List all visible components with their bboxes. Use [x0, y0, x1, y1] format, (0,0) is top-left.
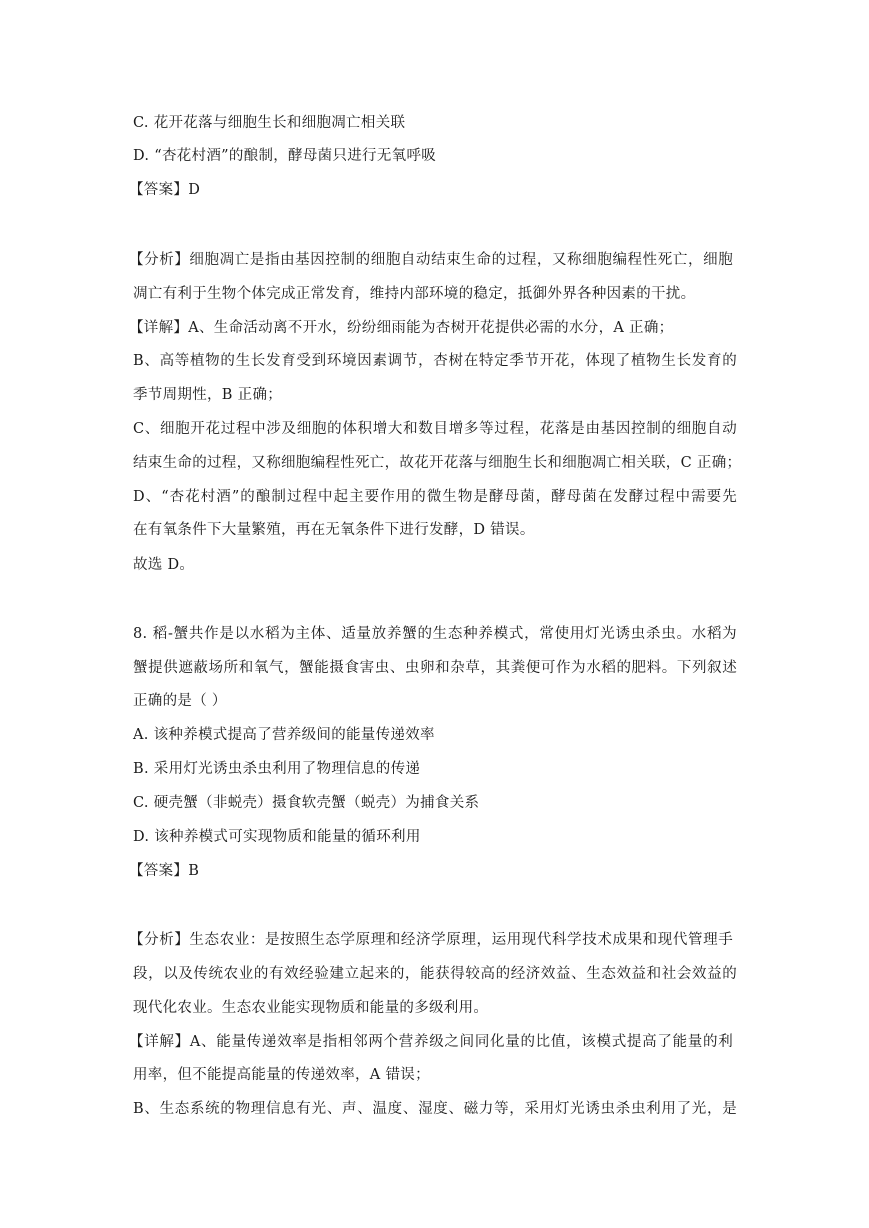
- q8-option-b: B. 采用灯光诱虫杀虫利用了物理信息的传递: [133, 761, 421, 777]
- q7-conclusion: 故选 D。: [133, 557, 195, 573]
- q8-option-c: C. 硬壳蟹（非蜕壳）摄食软壳蟹（蜕壳）为捕食关系: [133, 795, 480, 811]
- q8-answer: 【答案】B: [129, 863, 200, 879]
- q7-detail-line-3: 季节周期性，B 正确；: [133, 387, 283, 403]
- q7-answer: 【答案】D: [129, 182, 201, 198]
- q7-detail-line-7: 在有氧条件下大量繁殖，再在无氧条件下进行发酵，D 错误。: [133, 522, 535, 538]
- q7-detail-line-6: D、“杏花村酒”的酿制过程中起主要作用的微生物是酵母菌，酵母菌在发酵过程中需要先: [133, 489, 737, 505]
- q8-detail-line-3: B、生态系统的物理信息有光、声、温度、湿度、磁力等，采用灯光诱虫杀虫利用了光，是: [133, 1101, 737, 1117]
- q7-option-c: C. 花开花落与细胞生长和细胞凋亡相关联: [133, 115, 406, 131]
- q8-analysis-line-2: 段，以及传统农业的有效经验建立起来的，能获得较高的经济效益、生态效益和社会效益的: [133, 966, 737, 982]
- q8-option-d: D. 该种养模式可实现物质和能量的循环利用: [133, 829, 421, 845]
- q8-analysis-line-3: 现代化农业。生态农业能实现物质和能量的多级利用。: [133, 1000, 489, 1016]
- q7-detail-line-4: C、细胞开花过程中涉及细胞的体积增大和数目增多等过程，花落是由基因控制的细胞自动: [133, 421, 737, 437]
- q7-analysis-line-2: 凋亡有利于生物个体完成正常发育，维持内部环境的稳定，抵御外界各种因素的干扰。: [133, 286, 696, 302]
- q8-detail-line-2: 用率，但不能提高能量的传递效率，A 错误；: [133, 1067, 430, 1083]
- q7-detail-line-1: 【详解】A、生命活动离不开水，纷纷细雨能为杏树开花提供必需的水分，A 正确；: [129, 320, 674, 336]
- q8-option-a: A. 该种养模式提高了营养级间的能量传递效率: [133, 727, 435, 743]
- q7-analysis-line-1: 【分析】细胞凋亡是指由基因控制的细胞自动结束生命的过程，又称细胞编程性死亡，细胞: [129, 252, 733, 268]
- q8-stem-line-1: 8. 稻-蟹共作是以水稻为主体、适量放养蟹的生态种养模式，常使用灯光诱虫杀虫。水稻为: [133, 626, 737, 642]
- q7-detail-line-2: B、高等植物的生长发育受到环境因素调节，杏树在特定季节开花，体现了植物生长发育的: [133, 353, 737, 369]
- q8-stem-line-2: 蟹提供遮蔽场所和氧气，蟹能摄食害虫、虫卵和杂草，其粪便可作为水稻的肥料。下列叙述: [133, 660, 737, 676]
- q7-option-d: D. “杏花村酒”的酿制，酵母菌只进行无氧呼吸: [133, 148, 437, 164]
- q8-stem-line-3: 正确的是（ ）: [133, 693, 227, 709]
- q8-detail-line-1: 【详解】A、能量传递效率是指相邻两个营养级之间同化量的比值，该模式提高了能量的利: [129, 1034, 733, 1050]
- q7-detail-line-5: 结束生命的过程，又称细胞编程性死亡，故花开花落与细胞生长和细胞凋亡相关联，C 正确；: [133, 455, 742, 471]
- q8-analysis-line-1: 【分析】生态农业：是按照生态学原理和经济学原理，运用现代科学技术成果和现代管理手: [129, 932, 733, 948]
